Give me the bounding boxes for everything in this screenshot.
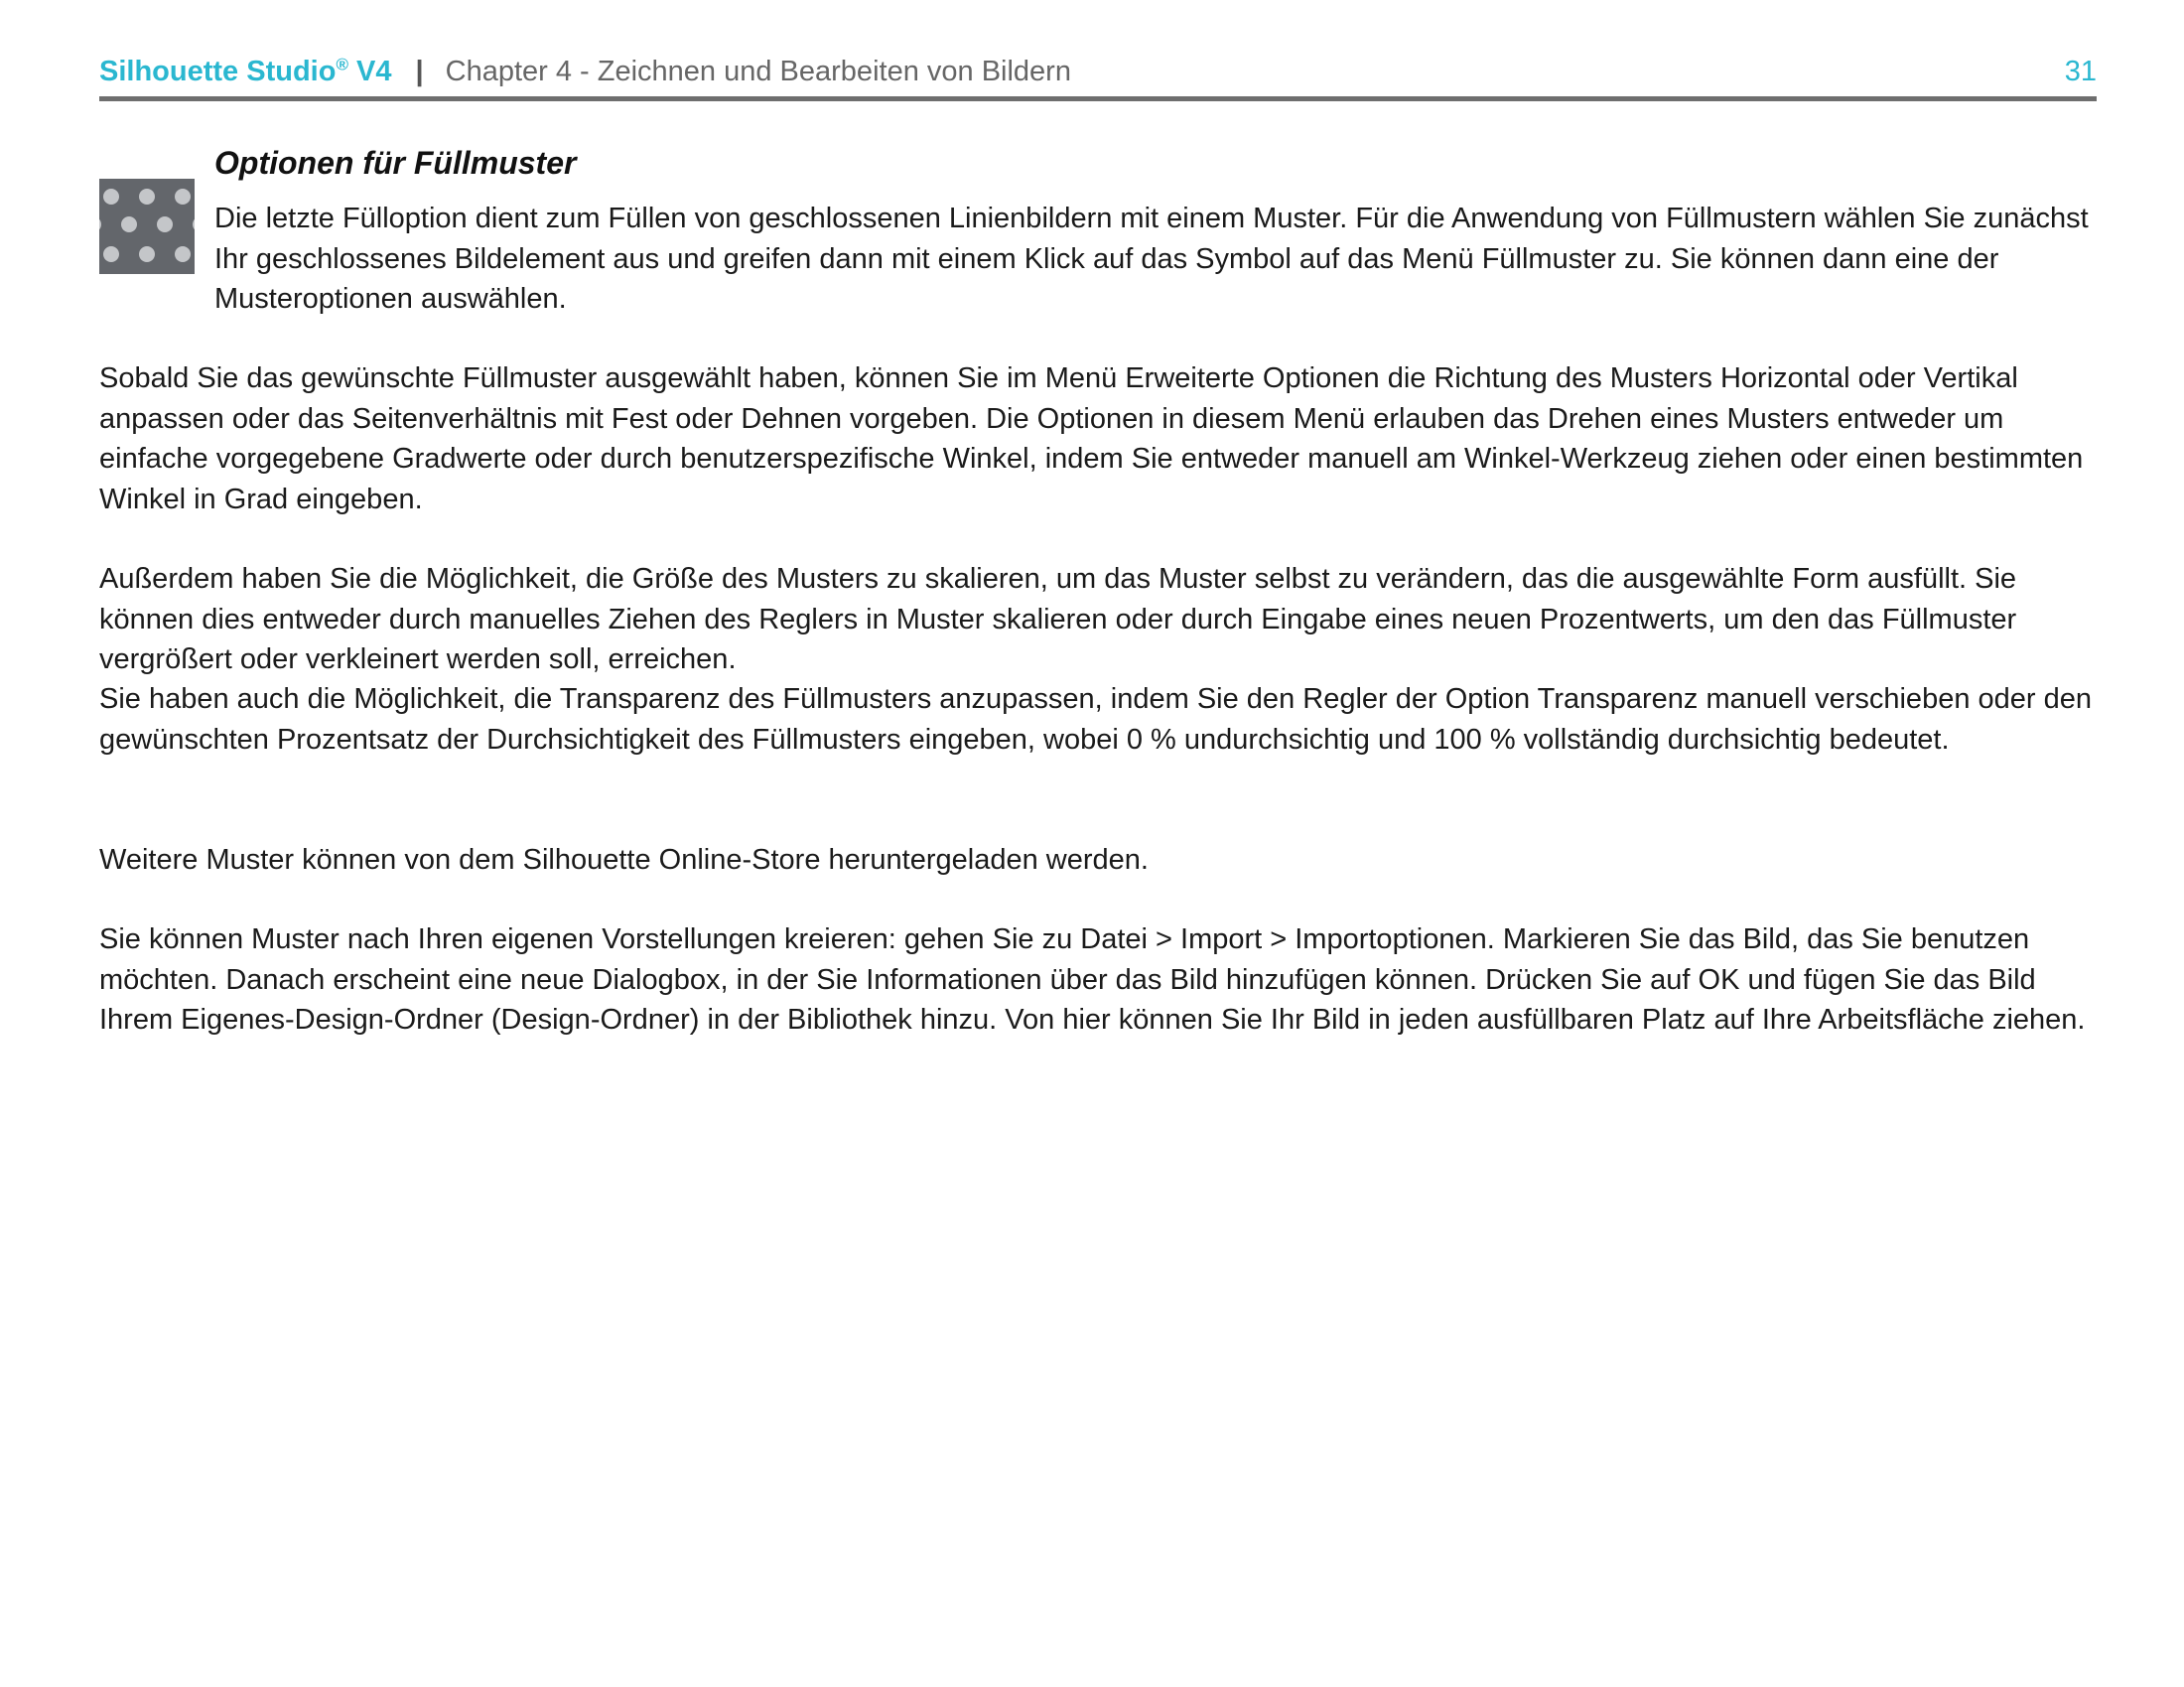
product-brand: Silhouette Studio <box>99 55 337 87</box>
paragraph-online-store: Weitere Muster können von dem Silhouette Online-Store heruntergeladen werden. <box>99 844 1149 876</box>
section-title: Optionen für Füllmuster <box>214 145 577 181</box>
product-version: V4 <box>347 55 392 87</box>
fill-pattern-icon <box>99 179 195 274</box>
paragraph-scale-pattern: Außerdem haben Sie die Möglichkeit, die Größe des Musters zu skalieren, um das Muster selbst zu verändern, das die ausgewählte Form ausfüllt. Sie können dies entweder durch manuelles Ziehen des Reglers in Muster skalieren oder durch Eingabe eines neuen Prozentwerts, um den das Füllmuster vergrößert oder verkleinert werden soll, erreichen. <box>99 563 2017 675</box>
chapter-title: Chapter 4 - Zeichnen und Bearbeiten von Bildern <box>445 55 1071 87</box>
page-header <box>99 50 2097 93</box>
registered-mark: ® <box>336 54 348 73</box>
header-separator: | <box>415 55 424 87</box>
paragraph-advanced-options: Sobald Sie das gewünschte Füllmuster ausgewählt haben, können Sie im Menü Erweiterte Optionen die Richtung des Musters Horizontal oder Vertikal anpassen oder das Seitenverhältnis mit Fest oder Dehnen vorgeben. Die Optionen in diesem Menü erlauben das Drehen eines Musters entweder um einfache vorgegebene Gradwerte oder durch benutzerspezifische Winkel, indem Sie entweder manuell am Winkel-Werkzeug ziehen oder einen bestimmten Winkel in Grad eingeben. <box>99 362 2084 515</box>
product-name <box>99 56 392 88</box>
paragraph-transparency: Sie haben auch die Möglichkeit, die Transparenz des Füllmusters anzupassen, indem Sie den Regler der Option Transparenz manuell verschieben oder den gewünschten Prozentsatz der Durchsichtigkeit des Füllmusters eingeben, wobei 0 % undurchsichtig und 100 % vollständig durchsichtig bedeutet. <box>99 683 2092 756</box>
paragraph-custom-patterns: Sie können Muster nach Ihren eigenen Vorstellungen kreieren: gehen Sie zu Datei > Import > Importoptionen. Markieren Sie das Bild, das Sie benutzen möchten. Danach erscheint eine neue Dialogbox, in der Sie Informationen über das Bild hinzufügen können. Drücken Sie auf OK und fügen Sie das Bild Ihrem Eigenes-Design-Ordner (Design-Ordner) in der Bibliothek hinzu. Von hier können Sie Ihr Bild in jeden ausfüllbaren Platz auf Ihre Arbeitsfläche ziehen. <box>99 923 2086 1036</box>
page-number: 31 <box>2064 55 2097 87</box>
section-intro: Die letzte Fülloption dient zum Füllen von geschlossenen Linienbildern mit einem Muster. Für die Anwendung von Füllmustern wählen Sie zunächst Ihr geschlossenes Bildelement aus und greifen dann mit einem Klick auf das Symbol auf das Menü Füllmuster zu. Sie können dann eine der Musteroptionen auswählen. <box>214 203 2089 315</box>
header-rule <box>99 96 2097 101</box>
